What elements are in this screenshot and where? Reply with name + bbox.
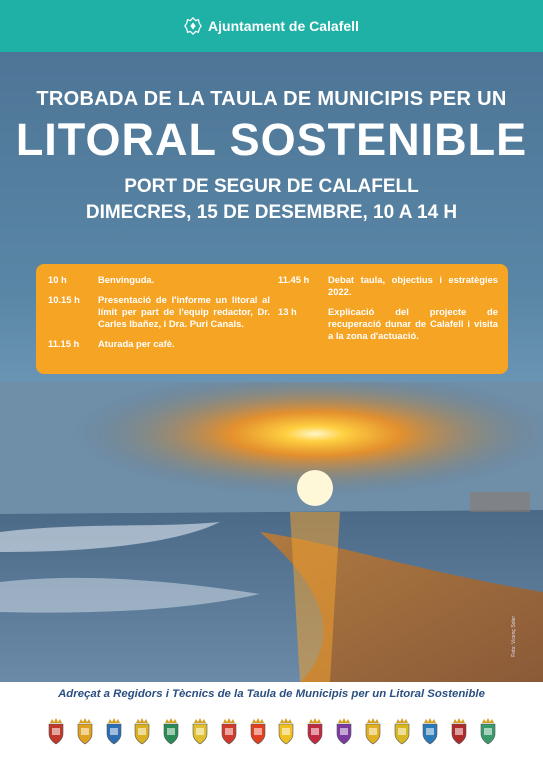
agenda-description: Explicació del projecte de recuperació dunar de Calafell i visita a la zona d'actuació.	[328, 306, 498, 341]
municipality-crests	[46, 714, 498, 748]
agenda-description: Presentació de l'informe un litoral al límit per part de l'equip redactor, Dr. Carles Ibañez, i Dra. Puri Canals.	[98, 294, 270, 329]
hero-poster	[0, 52, 543, 682]
event-location: PORT DE SEGUR DE CALAFELL	[124, 176, 419, 197]
municipality-crest-icon	[104, 717, 124, 745]
agenda-time: 13 h	[278, 306, 297, 317]
agenda-item	[48, 274, 270, 286]
agenda-column-left	[48, 274, 270, 358]
municipality-crest-icon	[75, 717, 95, 745]
agenda-description: Benvinguda.	[98, 274, 155, 285]
agenda-time: 11.15 h	[48, 338, 80, 349]
municipality-crest-icon	[334, 717, 354, 745]
municipality-crest-icon	[392, 717, 412, 745]
municipality-crest-icon	[305, 717, 325, 745]
municipality-crest-icon	[46, 717, 66, 745]
municipality-crest-icon	[363, 717, 383, 745]
municipality-crest-icon	[449, 717, 469, 745]
audience-line: Adreçat a Regidors i Tècnics de la Taula de Municipis per un Litoral Sostenible	[58, 688, 485, 700]
municipality-crest-icon	[132, 717, 152, 745]
organization-name: Ajuntament de Calafell	[208, 18, 359, 34]
agenda-time: 10 h	[48, 274, 67, 285]
agenda-box	[36, 264, 508, 374]
municipality-crest-icon	[478, 717, 498, 745]
title-main: LITORAL SOSTENIBLE	[15, 114, 528, 165]
agenda-time: 10.15 h	[48, 294, 80, 305]
municipality-crest-icon	[248, 717, 268, 745]
municipality-crest-icon	[219, 717, 239, 745]
agenda-item	[48, 338, 270, 350]
agenda-time: 11.45 h	[278, 274, 310, 285]
photo-credit: Foto: Vicenç Soler	[511, 616, 517, 657]
sunset-beach-photo	[0, 382, 543, 682]
title-line-1: TROBADA DE LA TAULA DE MUNICIPIS PER UN	[36, 88, 507, 110]
agenda-item	[278, 306, 498, 342]
agenda-item	[48, 294, 270, 330]
municipality-crest-icon	[161, 717, 181, 745]
municipality-crest-icon	[420, 717, 440, 745]
header-bar	[0, 0, 543, 52]
municipality-crest-icon	[276, 717, 296, 745]
municipality-crest-icon	[190, 717, 210, 745]
agenda-description: Aturada per cafè.	[98, 338, 175, 349]
event-date-time: DIMECRES, 15 DE DESEMBRE, 10 A 14 H	[85, 202, 458, 223]
town-crest-icon	[184, 17, 202, 35]
agenda-description: Debat taula, objectius i estratègies 2022.	[328, 274, 498, 297]
agenda-item	[278, 274, 498, 298]
agenda-column-right	[278, 274, 498, 350]
